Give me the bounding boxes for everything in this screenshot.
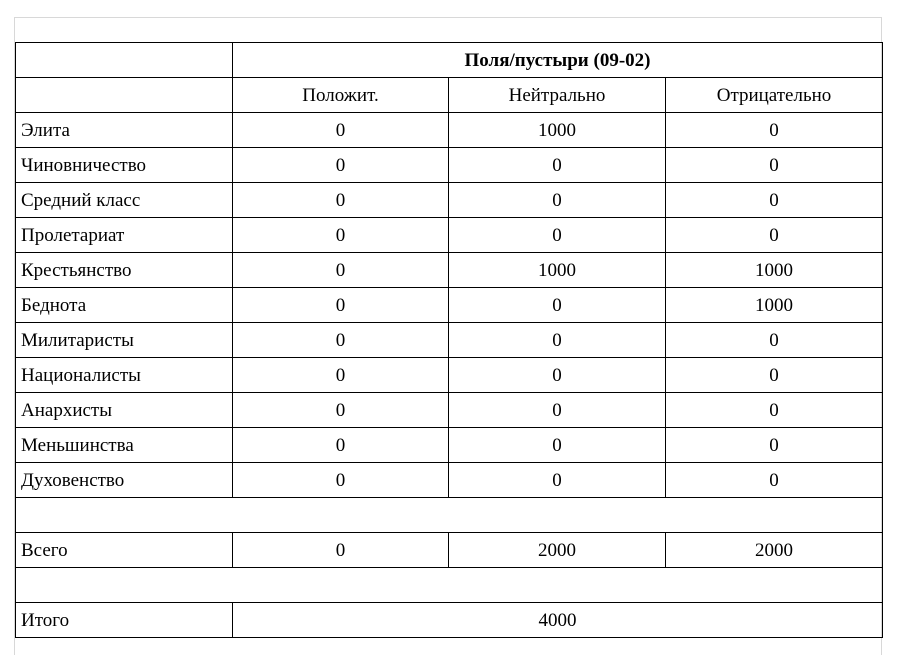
value-cell: 0 <box>666 148 883 183</box>
value-cell: 1000 <box>666 253 883 288</box>
table-row <box>16 358 883 393</box>
title-row <box>16 43 883 78</box>
row-label: Милитаристы <box>16 323 233 358</box>
spacer-row <box>16 568 883 603</box>
column-header: Нейтрально <box>449 78 666 113</box>
value-cell: 0 <box>449 393 666 428</box>
table-title: Поля/пустыри (09-02) <box>233 43 883 78</box>
row-label: Националисты <box>16 358 233 393</box>
value-cell: 0 <box>666 358 883 393</box>
value-cell: 0 <box>233 428 449 463</box>
data-table <box>15 42 883 638</box>
value-cell: 0 <box>449 218 666 253</box>
table-row <box>16 463 883 498</box>
grand-total-row <box>16 603 883 638</box>
value-cell: 0 <box>233 358 449 393</box>
value-cell: 1000 <box>449 253 666 288</box>
corner-cell <box>16 78 233 113</box>
value-cell: 0 <box>233 113 449 148</box>
value-cell: 0 <box>449 323 666 358</box>
row-label: Чиновничество <box>16 148 233 183</box>
spacer-cell <box>16 568 883 603</box>
row-label: Духовенство <box>16 463 233 498</box>
grand-total-value: 4000 <box>233 603 883 638</box>
column-header-row <box>16 78 883 113</box>
value-cell: 0 <box>449 148 666 183</box>
value-cell: 0 <box>449 288 666 323</box>
value-cell: 0 <box>666 428 883 463</box>
value-cell: 0 <box>666 183 883 218</box>
table-body <box>16 43 883 638</box>
total-row <box>16 533 883 568</box>
table-row <box>16 288 883 323</box>
value-cell: 0 <box>666 323 883 358</box>
column-header: Отрицательно <box>666 78 883 113</box>
value-cell: 0 <box>233 463 449 498</box>
table-row <box>16 428 883 463</box>
table-row <box>16 393 883 428</box>
table-row <box>16 218 883 253</box>
value-cell: 1000 <box>449 113 666 148</box>
table-row <box>16 183 883 218</box>
row-label: Пролетариат <box>16 218 233 253</box>
value-cell: 0 <box>666 113 883 148</box>
spacer-cell <box>16 498 883 533</box>
total-value: 0 <box>233 533 449 568</box>
table-row <box>16 113 883 148</box>
total-value: 2000 <box>666 533 883 568</box>
row-label: Элита <box>16 113 233 148</box>
value-cell: 0 <box>233 323 449 358</box>
value-cell: 0 <box>449 463 666 498</box>
value-cell: 0 <box>449 358 666 393</box>
value-cell: 0 <box>233 393 449 428</box>
value-cell: 1000 <box>666 288 883 323</box>
value-cell: 0 <box>233 253 449 288</box>
value-cell: 0 <box>666 463 883 498</box>
table-row <box>16 323 883 358</box>
table-row <box>16 253 883 288</box>
row-label: Средний класс <box>16 183 233 218</box>
value-cell: 0 <box>233 183 449 218</box>
grand-total-label: Итого <box>16 603 233 638</box>
value-cell: 0 <box>449 428 666 463</box>
value-cell: 0 <box>666 218 883 253</box>
row-label: Крестьянство <box>16 253 233 288</box>
table-row <box>16 148 883 183</box>
column-header: Положит. <box>233 78 449 113</box>
row-label: Анархисты <box>16 393 233 428</box>
value-cell: 0 <box>233 218 449 253</box>
spacer-row <box>16 498 883 533</box>
value-cell: 0 <box>233 288 449 323</box>
total-value: 2000 <box>449 533 666 568</box>
value-cell: 0 <box>666 393 883 428</box>
row-label: Меньшинства <box>16 428 233 463</box>
value-cell: 0 <box>449 183 666 218</box>
corner-cell <box>16 43 233 78</box>
row-label: Беднота <box>16 288 233 323</box>
total-label: Всего <box>16 533 233 568</box>
value-cell: 0 <box>233 148 449 183</box>
